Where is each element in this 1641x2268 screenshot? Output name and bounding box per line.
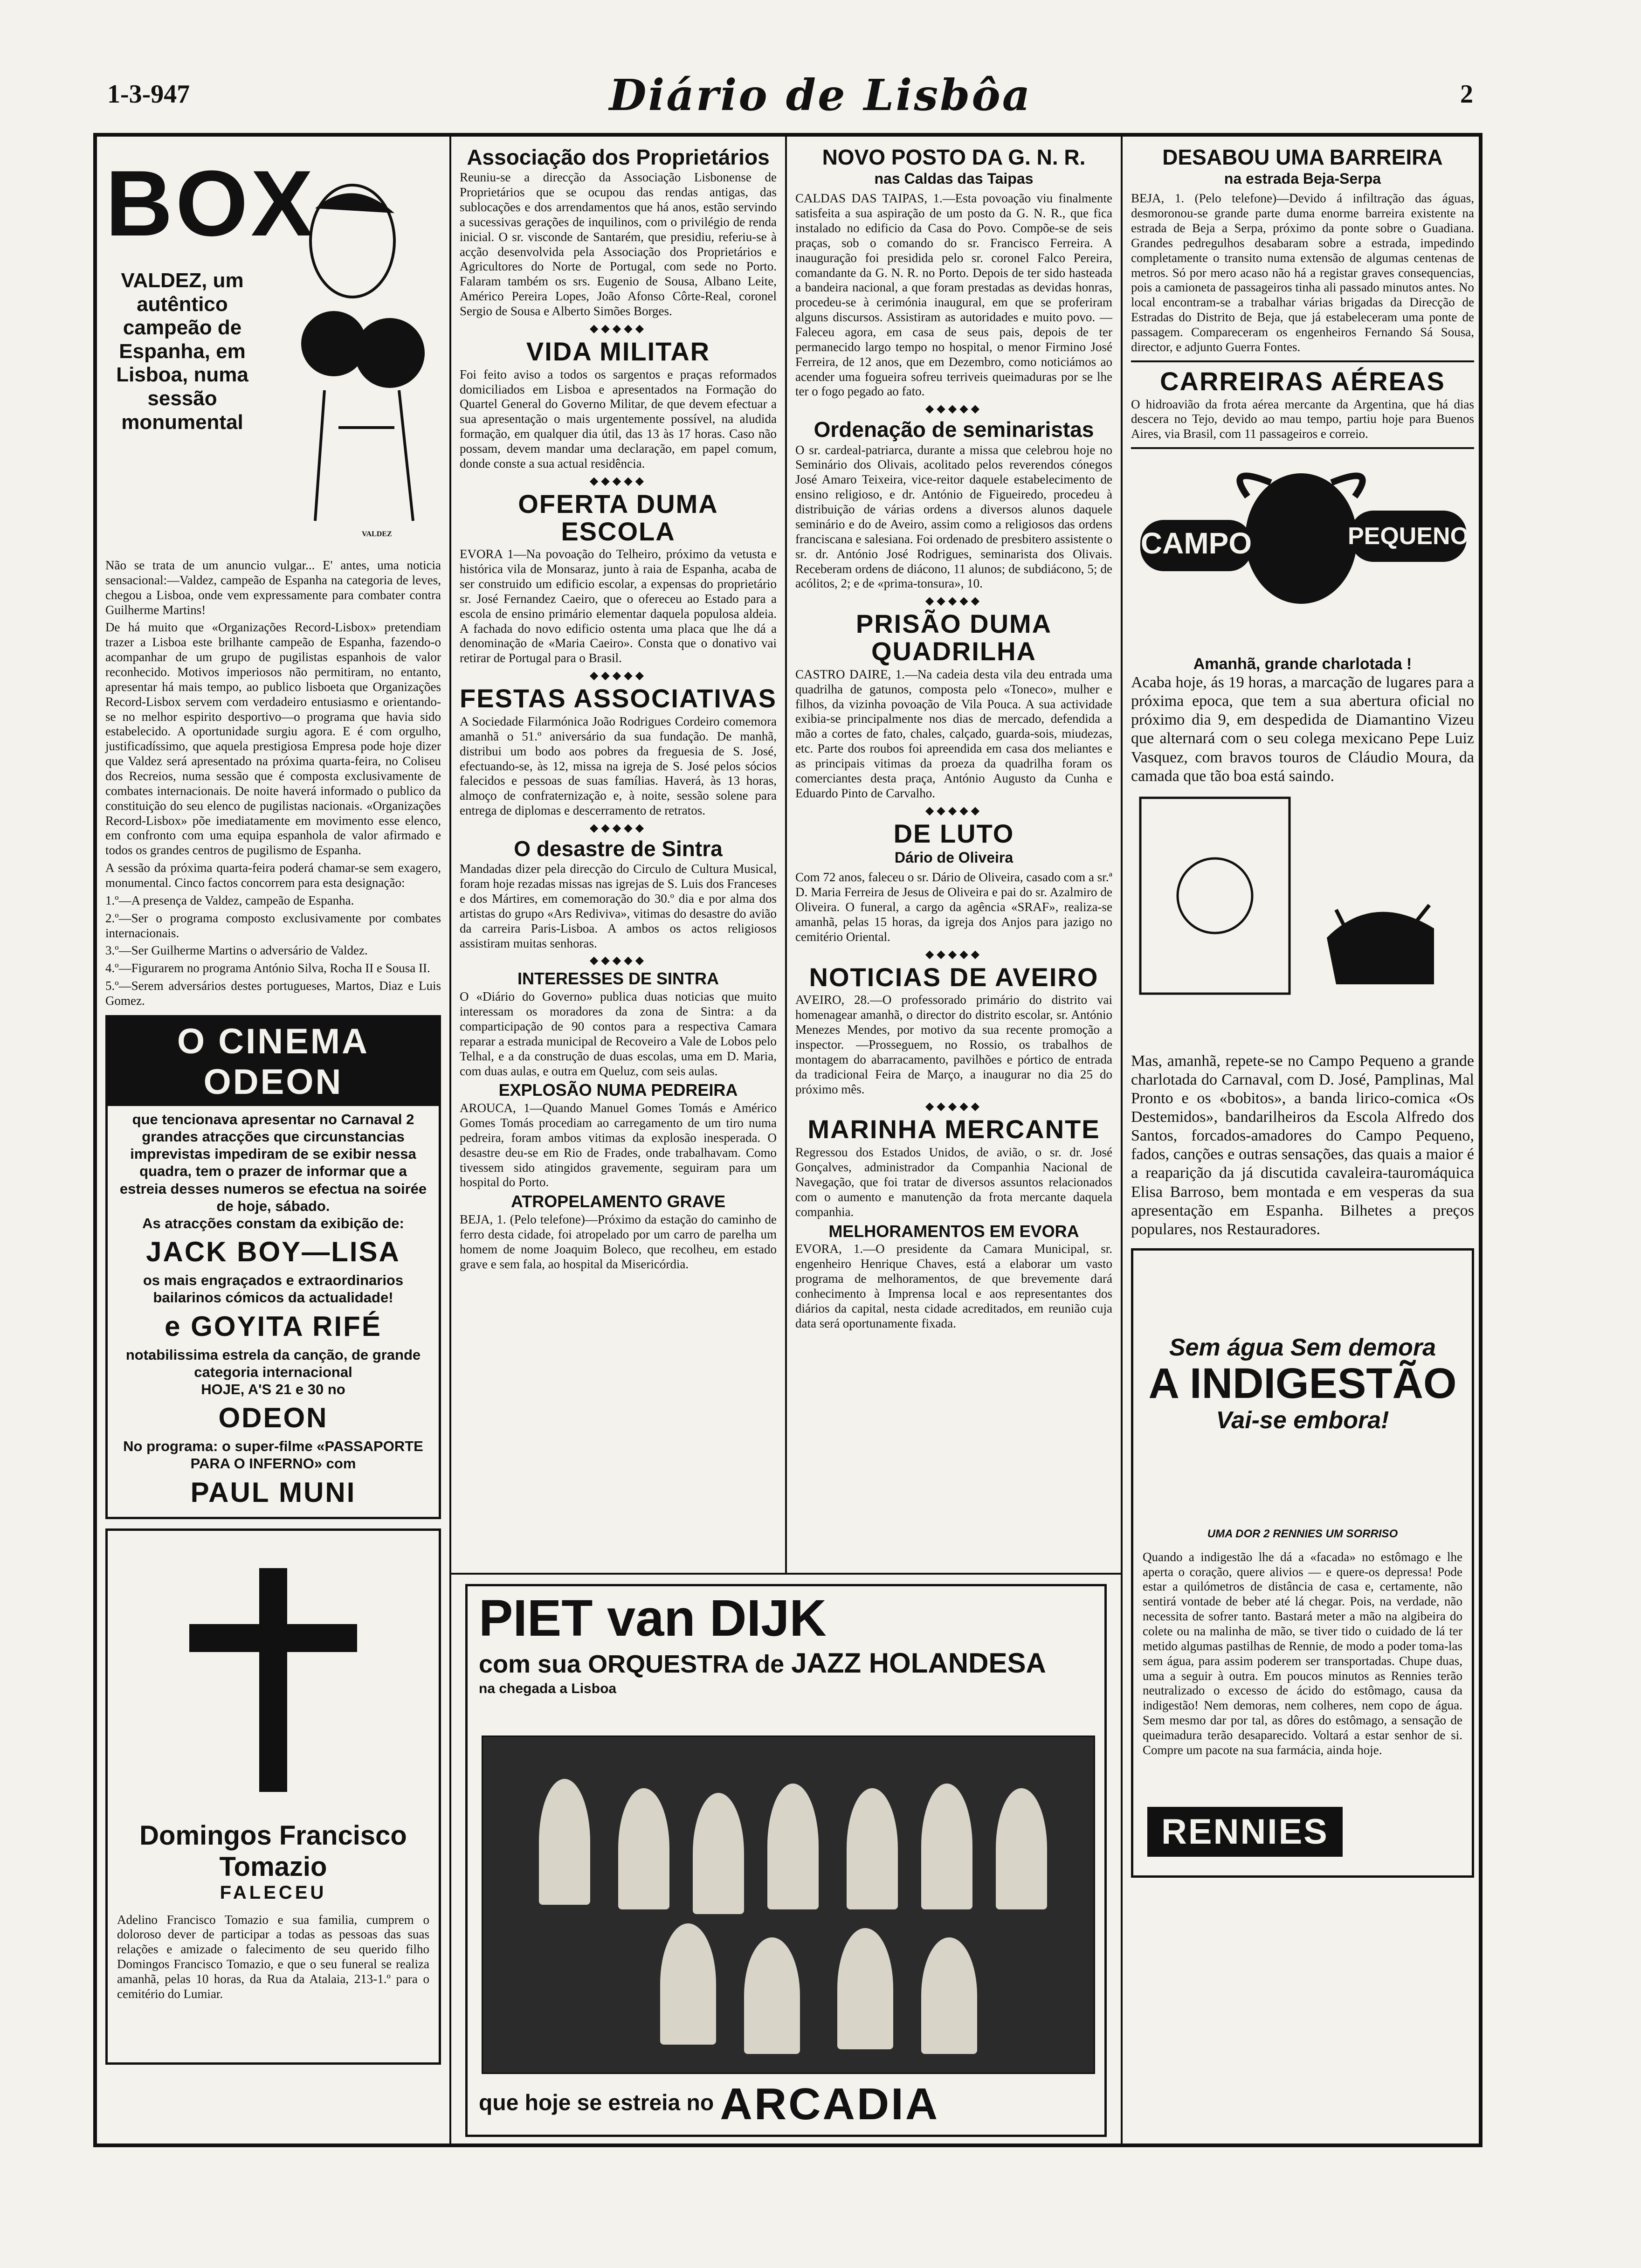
rennies-logo: RENNIES [1147,1807,1343,1857]
column-3 [787,137,1123,1573]
box-paragraph: A sessão da próxima quarta-feira poderá chamar-se sem exagero, monumental. Cinco factos concorrem para esta designação: [105,861,441,890]
article-prisao [795,610,1112,801]
box-feature [105,152,441,558]
piet-van-dijk-ad [451,1573,1123,2146]
box-paragraph: 3.º—Ser Guilherme Martins o adversário de Valdez. [105,943,368,958]
article-assoc [460,146,777,319]
article-title: DE LUTO [893,818,1014,848]
divider: ◆◆◆◆◆ [925,403,983,415]
article-title: CARREIRAS AÉREAS [1160,366,1445,396]
rennies-line-2: A INDIGESTÃO [1148,1360,1457,1408]
article-title: Associação dos Proprietários [467,145,770,169]
article-title: NOTICIAS DE AVEIRO [809,962,1099,992]
article-body: AROUCA, 1—Quando Manuel Gomes Tomás e Américo Gomes Tomás procediam ao carregamento de um tiro numa pedreira, foram ambos vitimas da explosão inesperada. O desastre deu-se em Rio de Frades, onde trabalhavam. Como tivessem sido atingidos gravemente, seguiram para um hospital do Porto. [460,1101,777,1189]
article-body: AVEIRO, 28.—O professorado primário do distrito vai homenagear amanhã, o director do distrito escolar, sr. António Menezes Mendes, por motivo da sua recente promoção a inspector. —Prosseguem, no Rossio, os trabalhos de montagem do abarracamento, pavilhões e pórtico de entrada da tradicional Feira de Março, a inaugurar no dia 25 do próximo mês. [795,993,1112,1096]
article-title: EXPLOSÃO NUMA PEDREIRA [498,1080,738,1100]
article-title: INTERESSES DE SINTRA [517,969,719,989]
article-title: MELHORAMENTOS EM EVORA [828,1221,1079,1241]
campo-logo-right: PEQUENO [1347,523,1469,550]
divider: ◆◆◆◆◆ [925,948,983,961]
article-body: Mandadas dizer pela direcção do Circulo de Cultura Musical, foram hoje rezadas missas nas igrejas de S. Luis dos Franceses e dos Mártires, em comemoração do 30.º dia e por alma dos artistas do grupo «Ars Rediviva», vitimas do desastre do avião da carreira Paris-Lisboa. A ambos os actos religiosos assistiram muitas senhoras. [460,862,777,950]
odeon-act-2: e GOYITA RIFÉ [165,1310,382,1342]
divider: ◆◆◆◆◆ [925,804,983,817]
article-marinha [795,1116,1112,1219]
masthead [0,70,1641,126]
article-body: Reuniu-se a direcção da Associação Lisbonense de Proprietários que se ocupou das rendas antigas, das sublocações e dos arrendamentos que há anos, estão servindo a sucessivas gerações de inquilinos, com o privilégio de renda inicial. O sr. visconde de Santarém, que presidiu, referiu-se à acção desenvolvida pela Associação dos Proprietários e Agricultores do Norte de Portugal, com sede no Porto. Falaram também os srs. Eugenio de Sousa, Albano Leite, Américo Pereira Lopes, João Afonso Côrte-Real, coronel Sergio de Sousa e Alberto Simões Borges. [460,170,777,318]
box-paragraph: 2.º—Ser o programa composto exclusivamente por combates internacionais. [105,911,441,940]
article-vida-militar [460,338,777,471]
box-heading: BOX [105,152,316,256]
charlotada-illustration [1131,788,1471,1050]
campo-text-1: Acaba hoje, ás 19 horas, a marcação de lugares para a próxima epoca, que tem a sua abertura oficial no próximo dia 9, em despedida de Diamantino Vizeu que alternará com o seu colega mexicano Pepe Luiz Vasquez, com bravos touros de Cláudio Moura, da camada que tão boa está saindo. [1131,674,1474,785]
odeon-time: HOJE, A'S 21 e 30 no [201,1381,345,1397]
obituary-label: FALECEU [220,1882,327,1903]
article-subtitle: nas Caldas das Taipas [874,170,1034,187]
box-paragraph: Não se trata de um anuncio vulgar... E' antes, uma noticia sensacional:—Valdez, campeão de Espanha na categoria de leves, chegou a Lisboa, onde vem expressamente para combater contra Guilherme Martins! [105,558,441,617]
obituary-name: Domingos Francisco Tomazio [139,1820,407,1882]
article-body: O «Diário do Governo» publica duas noticias que muito interessam os moradores da zona de Sintra: a da comparticipação de 90 contos para a respectiva Camara reparar a estrada municipal de Recoveiro a Vale de Lobos pelo Telhal, e a da construção de duas escolas, uma em D. Maria, com duas aulas, e outra em Queluz, com seis aulas. [460,989,777,1078]
divider: ◆◆◆◆◆ [589,822,647,834]
piet-footer-pre: que hoje se estreia no [479,2090,714,2116]
article-body: CALDAS DAS TAIPAS, 1.—Esta povoação viu finalmente satisfeita a sua aspiração de um posto da G. N. R., que fica instalado no edificio da Casa do Povo. Compõe-se de seis praças, sob o comando do sr. Francisco Ferreira. A inauguração foi presidida pelo sr. coronel Falco Pereira, comandante da G. N. R. no Porto. Depois de ter sido hasteada a bandeira nacional, a que foram prestadas as devidas honras, procedeu-se à cerimónia inaugural, em que se proferiram alguns discursos. Assistiram as autoridades e muito povo. —Faleceu agora, em casa de seus pais, depois de ter permanecido largo tempo no hospital, o menor Firmino José Ferreira, de 12 anos, que em Dezembro, como noticiámos ao acender uma fogueira sofreu terriveis queimaduras por se lhe ter o fogo pegado ao fato. [795,191,1112,399]
campo-text-2: Mas, amanhã, repete-se no Campo Pequeno a grande charlotada do Carnaval, com D. José, Pamplinas, Mal Pronto e os «bobitos», a banda lirico-comica «Os Destemidos», bandarilheiros da Escola Alfredo dos Santos, forcados-amadores do Campo Pequeno, fados, canções e outras sensações, das quais a maior é a reaparição da já discutida cavaleira-tauromáquica Elisa Barroso, bem montada e em vesperas da sua apresentação em Espanha. Bilhetes a preços populares, nos Restauradores. [1131,1052,1474,1238]
newspaper-page [93,133,1482,2147]
article-aveiro [795,964,1112,1097]
article-title: OFERTA DUMA ESCOLA [518,489,718,546]
box-paragraph: De há muito que «Organizações Record-Lisbox» pretendiam trazer a Lisboa este brilhante campeão de Espanha, fazendo-o acompanhar de um grupo de pugilistas espanhois de valor reconhecido. Motivos imperiosos não permitiram, no entanto, apresentar há mais tempo, ao publico lisboeta que Organizações Record-Lisbox servem com verdadeiro entusiasmo e orientando-se no melhor espirito desportivo—o programa que havia sido estabelecido. A oportunidade surgiu agora. E é com orgulho, justificadíssimo, que aquela prestigiosa Empresa pode hoje dizer que Valdez será apresentado na próxima quarta-feira, no Coliseu dos Recreios, numa sessão que é composta exclusivamente de combates internacionais. De noite haverá informado o publico da constituição do seu elenco de pugilistas nacionais. «Organizações Record-Lisbox» põe imediatamente em movimento esse elenco, em confronto com uma equipa espanhola de valor afirmado e todos os grandes centros de pugilismo de Espanha. [105,620,441,857]
odeon-act-1: JACK BOY—LISA [146,1236,400,1268]
obituary-text: Adelino Francisco Tomazio e sua familia, cumprem o doloroso dever de participar a todas as pessoas das suas relações e amizade o falecimento de seu querido filho Domingos Francisco Tomazio, e que o seu funeral se realiza amanhã, pelas 10 horas, da Rua da Atalaia, 213-1.º para o cemitério do Lumiar. [117,1912,429,2001]
divider: ◆◆◆◆◆ [589,475,647,487]
piet-orchestra [479,1647,1093,1679]
odeon-act-1-desc: os mais engraçados e extraordinarios bailarinos cómicos da actualidade! [143,1272,404,1306]
article-title: MARINHA MERCANTE [807,1114,1100,1144]
rennies-line-1: Sem água Sem demora [1169,1334,1436,1361]
odeon-venue: ODEON [218,1402,328,1434]
article-body: Com 72 anos, faleceu o sr. Dário de Oliveira, casado com a sr.ª D. Maria Ferreira de Jesus de Oliveira e pai do sr. Azalmiro de Oliveira. O funeral, a cargo da agência «SRAF», realiza-se amanhã, pelas 15 horas, da igreja dos Anjos para jazigo no cemitério Oriental. [795,870,1112,944]
article-title: ATROPELAMENTO GRAVE [510,1192,726,1211]
bull-icon [1131,455,1471,650]
odeon-ad-title: O CINEMA ODEON [108,1017,439,1106]
article-body: Regressou dos Estados Unidos, de avião, o sr. dr. José Gonçalves, administrador da Companhia Nacional de Navegação, que foi tratar de diversos assuntos relacionados com o aumento e manutenção da frota mercante daquela companhia. [795,1145,1112,1219]
article-body: BEJA, 1. (Pelo telefone)—Próximo da estação do caminho de ferro desta cidade, foi atropelado por um carro de parelha um homem de nome Joaquim Boleco, que recolheu, em estado grave e sem fala, ao hospital da Misericórdia. [460,1212,777,1271]
article-festas [460,685,777,818]
article-subtitle: Dário de Oliveira [894,849,1014,866]
article-body: A Sociedade Filarmónica João Rodrigues Cordeiro comemora amanhã o 51.º aniversário da sua fundação. De manhã, distribui um bodo aos pobres da freguesia de S. José, efectuando-se, às 12, missa na igreja de S. José pelos sócios falecidos e pessoas de suas famílias. Haverá, às 13 horas, almoço de confraternização e, à noite, sessão solene para entrega de diplomas e descerramento de retratos. [460,714,777,818]
band-photo [482,1736,1095,2074]
page-number: 2 [1460,80,1473,109]
rennies-caption: UMA DOR 2 RENNIES UM SORRISO [1207,1527,1398,1540]
piet-orchestra-jazz: JAZZ HOLANDESA [791,1647,1046,1679]
article-title: DESABOU UMA BARREIRA [1162,145,1443,169]
article-body: EVORA, 1.—O presidente da Camara Municipal, sr. engenheiro Henrique Chaves, está a elaborar um vasto programa de melhoramentos, de que brevemente dará conhecimento à Imprensa local e aos representantes dos diários da capital, nesta cidade acreditados, em reunião cuja data será oportunamente fixada. [795,1242,1112,1330]
article-gnr [795,146,1112,399]
article-title: FESTAS ASSOCIATIVAS [460,684,777,713]
divider: ◆◆◆◆◆ [589,670,647,682]
campo-pequeno-logo [1131,455,1474,650]
divider: ◆◆◆◆◆ [589,954,647,967]
article-title: Ordenação de seminaristas [814,417,1094,442]
box-lead: VALDEZ, um autêntico campeão de Espanha, em Lisboa, numa sessão monumental [116,269,248,434]
cross-icon [189,1568,357,1792]
article-ordenacao [795,418,1112,591]
article-body: EVORA 1—Na povoação do Telheiro, próximo da vetusta e histórica vila de Monsaraz, junto à raia de Espanha, acaba de ser construido um edificio escolar, a expensas do proprietário sr. José Fernandez Caeiro, que o ofereceu ao Estado para a escola de ensino primário elementar daquela populosa aldeia. A fachada do novo edificio ostenta uma placa que lhe dá a denominação de «Maria Caeiro». Consta que o donativo vai retirar de Portugal para o Brasil. [460,547,777,665]
rennies-line-3: Vai-se embora! [1216,1406,1389,1434]
piet-title: PIET van DIJK [479,1590,827,1647]
newspaper-title: Diário de Lisbôa [609,70,1032,120]
box-paragraph: 4.º—Figurarem no programa António Silva, Rocha II e Sousa II. [105,961,430,975]
article-title: NOVO POSTO DA G. N. R. [822,145,1086,169]
box-paragraph: 5.º—Serem adversários destes portugueses, Martos, Diaz e Luis Gomez. [105,979,441,1008]
odeon-act-2-desc: notabilissima estrela da canção, de grande categoria internacional [125,1346,421,1380]
boxer-caption: VALDEZ [362,530,392,538]
article-body: Foi feito aviso a todos os sargentos e praças reformados domiciliados em Lisboa e apresentados na Formação do Quartel General do Governo Militar, de que devem efectuar a sua apresentação o mais urgentemente possível, na aludida formação, em qualquer dia útil, das 13 às 17 horas. Caso não possam, devem mandar uma declaração, em papel comum, donde conste a sua actual residência. [460,367,777,470]
article-body: O sr. cardeal-patriarca, durante a missa que celebrou hoje no Seminário dos Olivais, acolitado pelos reverendos cónegos José Amaro Teixeira, vice-reitor daquele estabelecimento de ensino religioso, e dr. António de Figueiredo, procedeu à distribuição de várias ordens a diversos alunos daquele seminário e do de Aveiro, assim como a religiosos das ordens franciscana e salesiana. Foi ordenado de presbitero assistente o sr. dr. António José Rodrigues, seminarista dos Olivais. Receberam ordens de diácono, 11 alunos; de subdiácono, 5; de acólitos, 2; e de «prima-tonsura», 10. [795,443,1112,591]
campo-logo-left: CAMPO [1140,526,1252,560]
article-carreiras [1131,368,1474,442]
article-evora [795,1223,1112,1331]
article-body: O hidroavião da frota aérea mercante da Argentina, que há dias descera no Tejo, devido ao mau tempo, partiu hoje para Buenos Aires, via Brasil, com 11 passageiros e correio. [1131,397,1474,441]
divider [1131,447,1474,449]
odeon-ad-line: As atracções constam da exibição de: [142,1215,404,1232]
article-body: BEJA, 1. (Pelo telefone)—Devido á infiltração das águas, desmoronou-se grande parte duma enorme barreira existente na estrada de Beja a Serpa, próximo da ponte sobre o Guadiana. Grandes pedregulhos desabaram sobre a estrada, impedindo completamente o transito numa extensão de algumas centenas de metros. Só por mero acaso não há a registar graves consequencias, pois a camioneta de passageiros tinha ali passado minutos antes. No local encontram-se a trabalhar várias brigadas da Direcção de Estradas do Distrito de Beja, que já estabeleceram uma ponte de passagem. Compareceram os engenheiros Fernando Sá Sousa, director, e adjunto Guerra Fontes. [1131,191,1474,354]
divider: ◆◆◆◆◆ [925,595,983,608]
article-barreira [1131,146,1474,355]
article-title: PRISÃO DUMA QUADRILHA [855,609,1052,666]
rennies-ad [1131,1248,1474,1878]
odeon-program: No programa: o super-filme «PASSAPORTE PARA O INFERNO» com [123,1438,423,1472]
odeon-ad-line: que tencionava apresentar no Carnaval 2 grandes atracções que circunstancias imprevistas impediram de se exibir nessa quadra, tem o prazer de informar que a estreia desses numeros se efectua na soirée de hoje, sábado. [119,1111,427,1214]
column-1 [97,137,451,2144]
odeon-star: PAUL MUNI [190,1476,356,1508]
article-title: VIDA MILITAR [526,336,710,366]
article-luto [795,820,1112,945]
article-subtitle: na estrada Beja-Serpa [1224,170,1381,187]
article-interesses [460,970,777,1079]
piet-footer [479,2079,939,2130]
article-explosao [460,1081,777,1190]
campo-tagline: Amanhã, grande charlotada ! [1193,655,1412,673]
column-2 [451,137,787,1573]
column-4 [1123,137,1482,2144]
piet-orchestra-pre: com sua ORQUESTRA de [479,1650,785,1678]
piet-venue: ARCADIA [720,2079,940,2129]
article-atropelamento [460,1193,777,1272]
rennies-text: Quando a indigestão lhe dá a «facada» no estômago e lhe aperta o coração, quere alivios — e quere-os depressa! Pode estar a quilómetros de distância de casa e, certamente, não sentirá vontade de beber até lá chegar. Pois, na verdade, não necessita de sofrer tanto. Bastará meter a mão na algibeira do colete ou na malinha de mão, se tiver tido o cuidado de lá ter metido algumas pastilhas de Rennie, de modo a poder toma-las sem água, para assim poderem ser transportadas. Chupe duas, uma a seguir à outra. Em poucos minutos as Rennies terão neutralizado o excesso de ácido do estômago, causa da indigestão! Nem demoras, nem colheres, nem copo de água. Sem mesmo dar por tal, as dôres do estômago, a sensação de queimadura terão desaparecido. Voltará a estar senhor de si. Compre um pacote na sua farmácia, ainda hoje. [1143,1549,1462,1757]
article-body: CASTRO DAIRE, 1.—Na cadeia desta vila deu entrada uma quadrilha de gatunos, composta pelo «Toneco», mulher e filhos, da vizinha povoação de Vila Pouca. A sua actividade exibia-se principalmente nos dias de mercado, defendida a mão a cortes de fato, chales, calçado, guarda-sois, miudezas, etc. Parte dos roubos foi apreendida em casa dos meliantes e as principais vitimas da proeza da quadrilha foram os comerciantes desta praça, António Augusto da Cunha e Eduardo Pinto de Carvalho. [795,667,1112,800]
piet-subtitle: na chegada a Lisboa [479,1681,617,1696]
article-title: O desastre de Sintra [514,836,723,861]
box-paragraph: 1.º—A presença de Valdez, campeão de Espanha. [105,893,354,907]
obituary-notice [105,1528,441,2065]
odeon-ad [105,1015,441,1519]
article-oferta [460,491,777,666]
divider: ◆◆◆◆◆ [925,1100,983,1113]
boxer-illustration [283,166,450,539]
article-sintra [460,837,777,951]
issue-date: 1-3-947 [107,80,190,109]
divider: ◆◆◆◆◆ [589,322,647,335]
divider [1131,360,1474,362]
